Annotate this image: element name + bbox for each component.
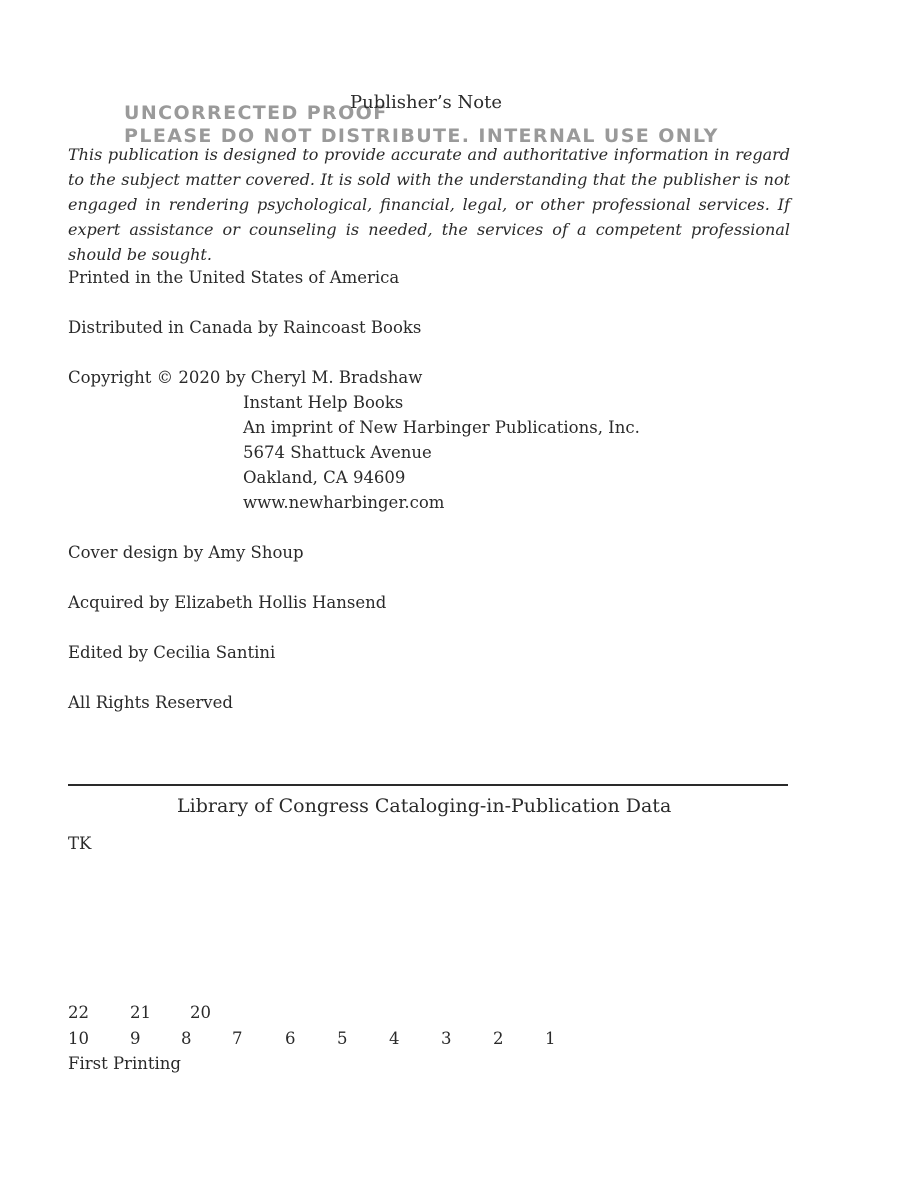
acquired-by-credit: Acquired by Elizabeth Hollis Hansend bbox=[68, 593, 387, 612]
all-rights-reserved: All Rights Reserved bbox=[68, 693, 233, 712]
first-printing-label: First Printing bbox=[68, 1054, 181, 1073]
edited-by-credit: Edited by Cecilia Santini bbox=[68, 643, 276, 662]
printing-number: 2 bbox=[493, 1029, 504, 1048]
cip-title: Library of Congress Cataloging-in-Publication Data bbox=[177, 795, 672, 817]
imprint-line: An imprint of New Harbinger Publications, Inc. bbox=[243, 418, 640, 437]
printing-number: 9 bbox=[130, 1029, 141, 1048]
address-street: 5674 Shattuck Avenue bbox=[243, 443, 432, 462]
distributed-in-line: Distributed in Canada by Raincoast Books bbox=[68, 318, 422, 337]
publisher-name: Instant Help Books bbox=[243, 393, 404, 412]
printing-year: 20 bbox=[190, 1003, 211, 1022]
publishers-note-body: This publication is designed to provide accurate and authoritative information in regard to the subject matter covered. It is sold with the understanding that the publisher is not engaged in rendering psychological, financial, legal, or other professional services. If expert assistance or counseling is needed, the services of a competent professional should be sought. bbox=[68, 145, 790, 264]
cover-design-credit: Cover design by Amy Shoup bbox=[68, 543, 304, 562]
printing-number: 8 bbox=[181, 1029, 192, 1048]
section-divider bbox=[68, 784, 788, 786]
printing-number: 6 bbox=[285, 1029, 296, 1048]
publisher-website: www.newharbinger.com bbox=[243, 493, 445, 512]
printing-number: 5 bbox=[337, 1029, 348, 1048]
printing-number: 4 bbox=[389, 1029, 400, 1048]
printing-number: 10 bbox=[68, 1029, 89, 1048]
printing-year: 22 bbox=[68, 1003, 89, 1022]
printing-number: 3 bbox=[441, 1029, 452, 1048]
watermark-line-1: UNCORRECTED PROOF bbox=[124, 102, 388, 124]
cip-body: TK bbox=[68, 834, 92, 853]
watermark-line-2: PLEASE DO NOT DISTRIBUTE. INTERNAL USE ONLY bbox=[124, 125, 719, 147]
printed-in-line: Printed in the United States of America bbox=[68, 268, 400, 287]
publishers-note-title: Publisher’s Note bbox=[350, 92, 502, 113]
copyright-line: Copyright © 2020 by Cheryl M. Bradshaw bbox=[68, 368, 423, 387]
printing-year: 21 bbox=[130, 1003, 151, 1022]
printing-number: 1 bbox=[545, 1029, 556, 1048]
printing-number: 7 bbox=[232, 1029, 243, 1048]
address-city: Oakland, CA 94609 bbox=[243, 468, 406, 487]
